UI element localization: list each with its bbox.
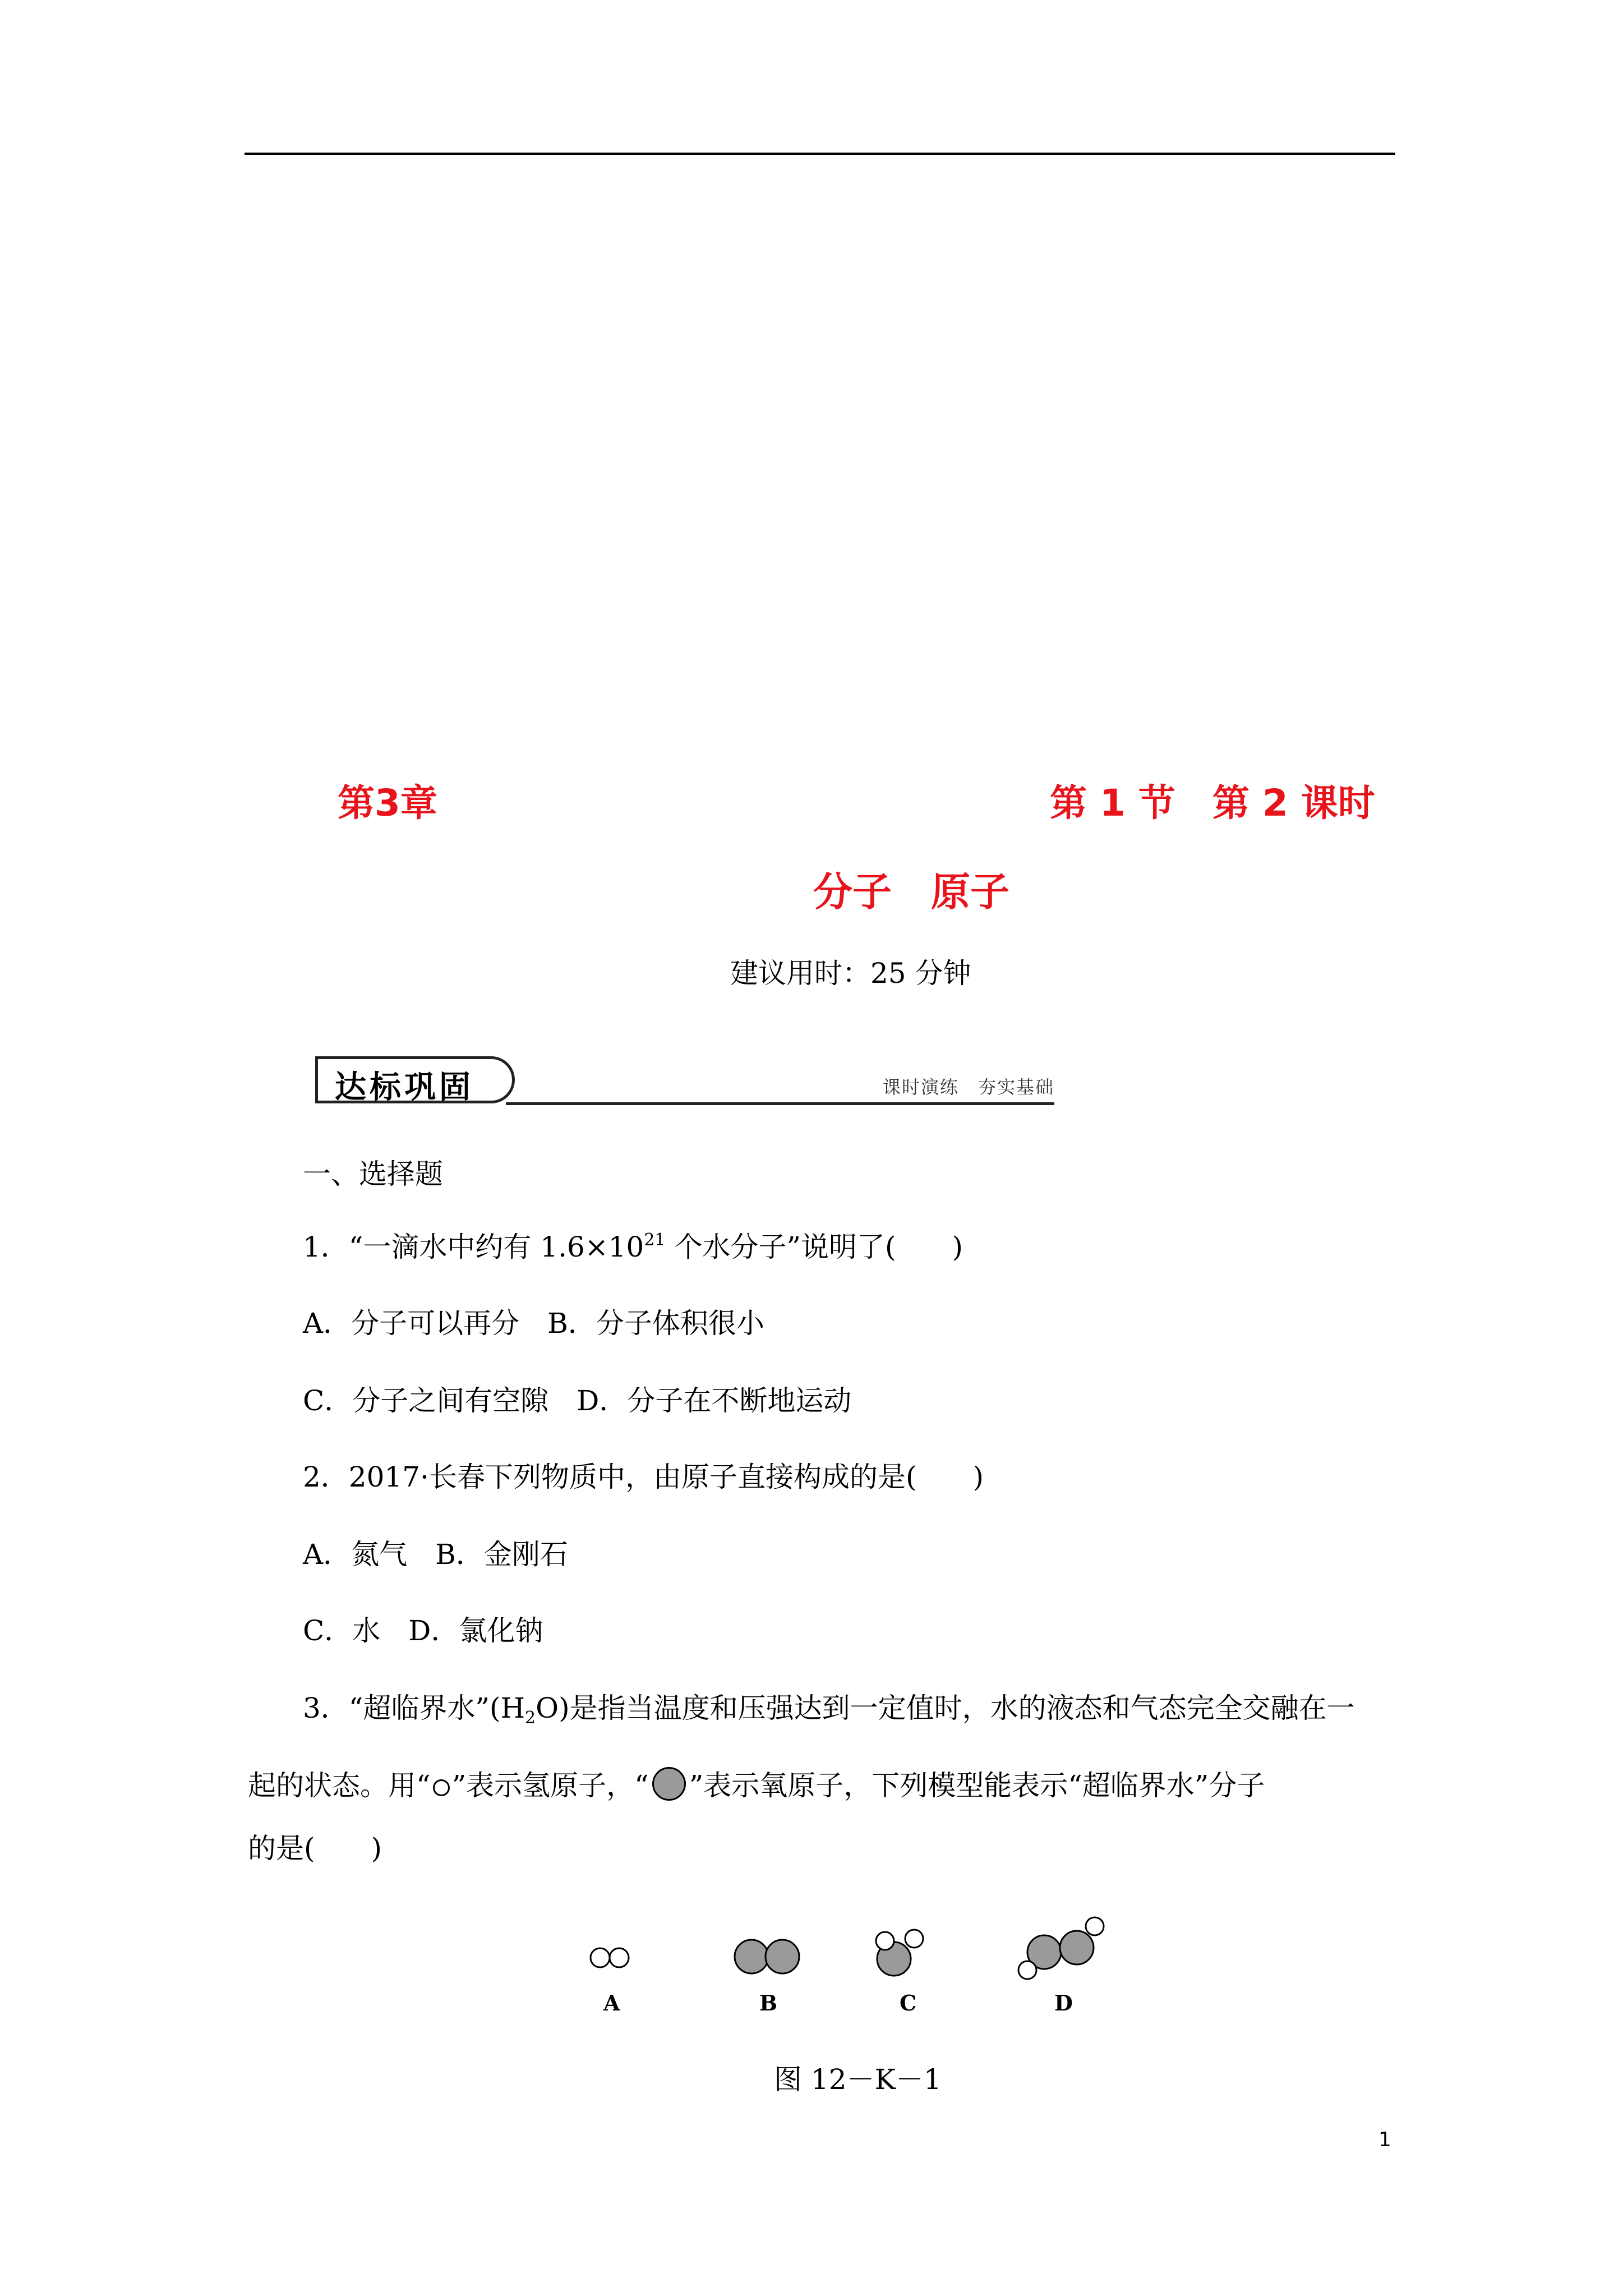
lesson-title: 分子 原子 (813, 869, 1009, 915)
question-3-text: ”表示氢原子，“ (451, 1769, 649, 1802)
model-a[interactable] (591, 1948, 629, 1967)
badge-subtitle: 课时演练 夯实基础 (882, 1076, 1054, 1098)
question-3-line-1 (303, 1692, 1355, 1728)
section-heading: 一、选择题 (303, 1158, 443, 1190)
badge-box (315, 1056, 515, 1106)
subscript: 2 (525, 1708, 536, 1728)
model-d-label: D (1054, 1990, 1073, 2016)
model-d[interactable] (1018, 1917, 1104, 1979)
model-b[interactable] (735, 1940, 799, 1973)
question-3-text-end: O)是指当温度和压强达到一定值时，水的液态和气态完全交融在一 (536, 1692, 1355, 1724)
header-rule (245, 153, 1395, 155)
question-1-stem (303, 1230, 963, 1263)
question-1-option-row[interactable]: A．分子可以再分 B．分子体积很小 (303, 1307, 764, 1340)
oxygen-atom-icon (652, 1767, 686, 1801)
question-1-option-row[interactable]: C．分子之间有空隙 D．分子在不断地运动 (303, 1384, 852, 1417)
exponent: 21 (644, 1230, 666, 1250)
molecule-models-figure (561, 1902, 1144, 2047)
question-2-option-row[interactable]: C．水 D．氯化钠 (303, 1614, 543, 1647)
model-c[interactable] (876, 1930, 923, 1976)
model-a-label: A (603, 1990, 620, 2016)
question-3-text: 起的状态。用“ (248, 1769, 431, 1802)
page-number: 1 (1378, 2128, 1391, 2151)
chapter-title: 第3章 (338, 781, 437, 825)
figure-caption: 图 12－K－1 (774, 2063, 942, 2096)
model-b-label: B (759, 1990, 778, 2016)
question-3-line-3: 的是( ) (248, 1832, 382, 1865)
question-1-text: 1．“一滴水中约有 1.6×10 (303, 1231, 644, 1263)
question-2-option-row[interactable]: A．氮气 B．金刚石 (303, 1538, 568, 1571)
badge-label: 达标巩固 (335, 1069, 474, 1106)
question-2-stem: 2．2017·长春下列物质中，由原子直接构成的是( ) (303, 1461, 984, 1493)
question-3-text: 3．“超临界水”(H (303, 1692, 525, 1724)
section-title: 第 1 节 第 2 课时 (1050, 781, 1375, 825)
model-c-label: C (900, 1990, 917, 2016)
badge-underline (506, 1102, 1054, 1105)
suggested-time: 建议用时：25 分钟 (730, 957, 971, 990)
question-1-text-end: 个水分子”说明了( ) (665, 1231, 963, 1263)
hydrogen-atom-icon (433, 1779, 450, 1796)
question-3-text: ”表示氧原子，下列模型能表示“超临界水”分子 (689, 1769, 1265, 1802)
question-3-line-2 (248, 1767, 1265, 1801)
section-badge (315, 1056, 1054, 1107)
